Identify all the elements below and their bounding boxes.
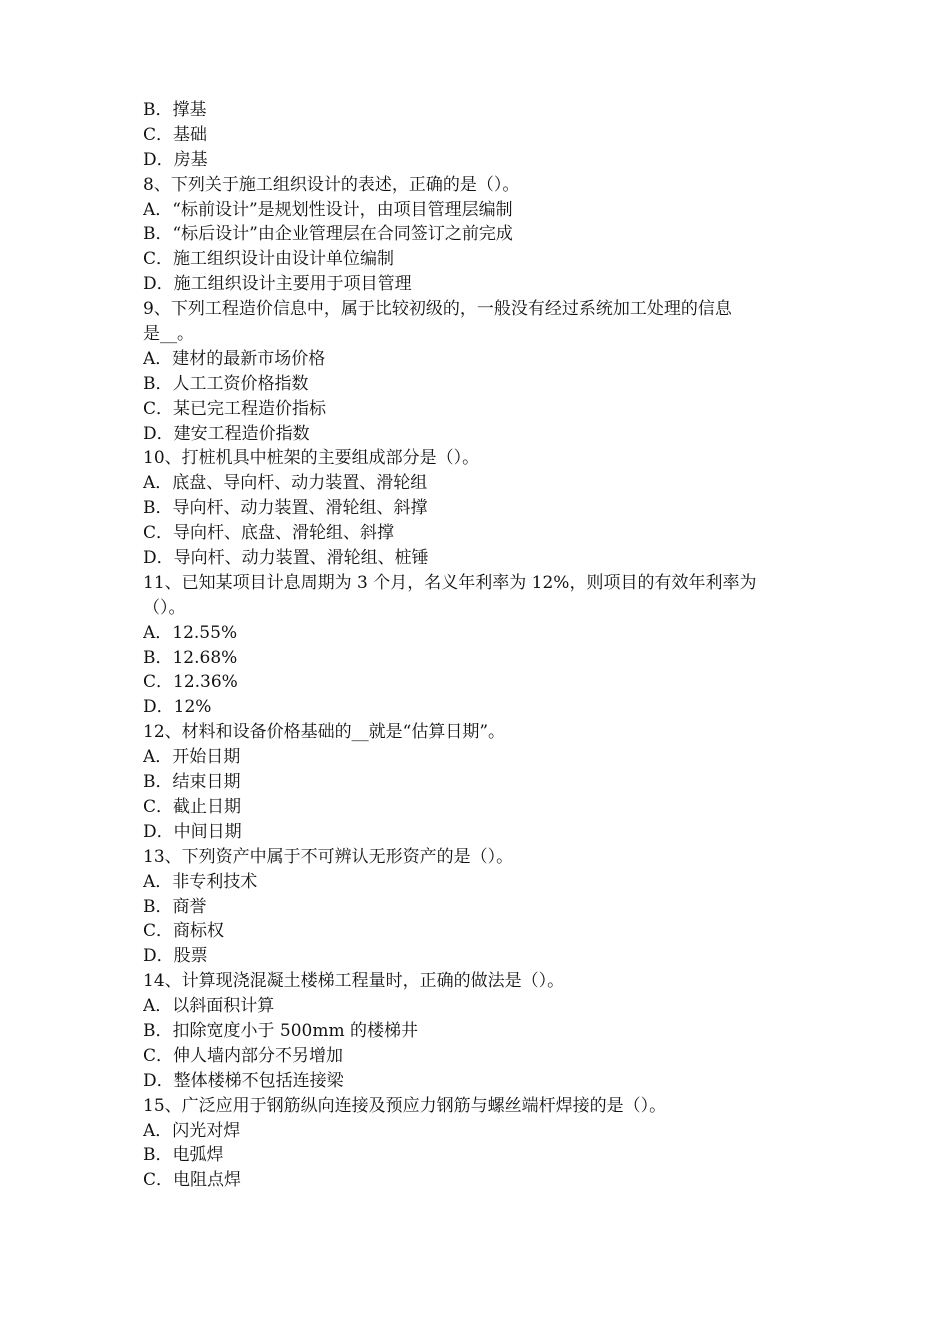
document-body: [143, 98, 811, 1193]
option-line: A．开始日期: [143, 747, 241, 768]
option-line: D．施工组织设计主要用于项目管理: [143, 274, 412, 295]
question-line: 9、下列工程造价信息中，属于比较初级的，一般没有经过系统加工处理的信息: [143, 299, 732, 320]
question-line: 12、材料和设备价格基础的__就是“估算日期”。: [143, 722, 506, 743]
option-line: D．建安工程造价指数: [143, 423, 310, 444]
option-line: B．撑基: [143, 100, 207, 120]
option-line: C．施工组织设计由设计单位编制: [143, 249, 395, 270]
option-line: C．基础: [143, 124, 208, 145]
option-line: B．导向杆、动力装置、滑轮组、斜撑: [143, 498, 428, 519]
question-line: 8、下列关于施工组织设计的表述，正确的是（）。: [143, 174, 520, 195]
option-line: A．以斜面积计算: [143, 996, 275, 1017]
option-line: B．12.68%: [143, 647, 238, 668]
question-line: 10、打桩机具中桩架的主要组成部分是（）。: [143, 448, 480, 469]
option-line: C．电阻点焊: [143, 1170, 242, 1191]
option-line: C．某已完工程造价指标: [143, 398, 327, 419]
option-line: A．非专利技术: [143, 871, 258, 892]
option-line: C．商标权: [143, 921, 225, 942]
option-line: B．商誉: [143, 896, 207, 917]
question-line-continued: 是__。: [143, 324, 194, 345]
option-line: B．人工工资价格指数: [143, 373, 309, 394]
option-line: C．12.36%: [143, 672, 238, 693]
question-line: 13、下列资产中属于不可辨认无形资产的是（）。: [143, 846, 514, 867]
option-line: D．股票: [143, 946, 208, 967]
question-line-continued: （）。: [143, 597, 186, 618]
option-line: A．12.55%: [143, 622, 238, 643]
option-line: A．闪光对焊: [143, 1120, 241, 1141]
question-line: 15、广泛应用于钢筋纵向连接及预应力钢筋与螺丝端杆焊接的是（）。: [143, 1095, 667, 1116]
option-line: B．“标后设计”由企业管理层在合同签订之前完成: [143, 224, 513, 245]
option-line: C．伸人墙内部分不另增加: [143, 1045, 344, 1066]
option-line: C．导向杆、底盘、滑轮组、斜撑: [143, 523, 395, 544]
option-line: D．整体楼梯不包括连接梁: [143, 1070, 344, 1091]
option-line: D．12%: [143, 697, 212, 718]
option-line: A．建材的最新市场价格: [143, 348, 326, 369]
option-line: A．“标前设计”是规划性设计，由项目管理层编制: [143, 199, 513, 220]
option-line: B．结束日期: [143, 772, 241, 793]
question-line: 14、计算现浇混凝土楼梯工程量时，正确的做法是（）。: [143, 971, 565, 992]
option-line: B．扣除宽度小于 500mm 的楼梯井: [143, 1020, 418, 1041]
question-line: 11、已知某项目计息周期为 3 个月，名义年利率为 12%，则项目的有效年利率为: [143, 572, 757, 593]
option-line: B．电弧焊: [143, 1145, 224, 1166]
option-line: D．导向杆、动力装置、滑轮组、桩锤: [143, 548, 429, 569]
option-line: D．房基: [143, 149, 208, 170]
option-line: C．截止日期: [143, 796, 242, 817]
option-line: D．中间日期: [143, 821, 242, 842]
option-line: A．底盘、导向杆、动力装置、滑轮组: [143, 473, 428, 494]
